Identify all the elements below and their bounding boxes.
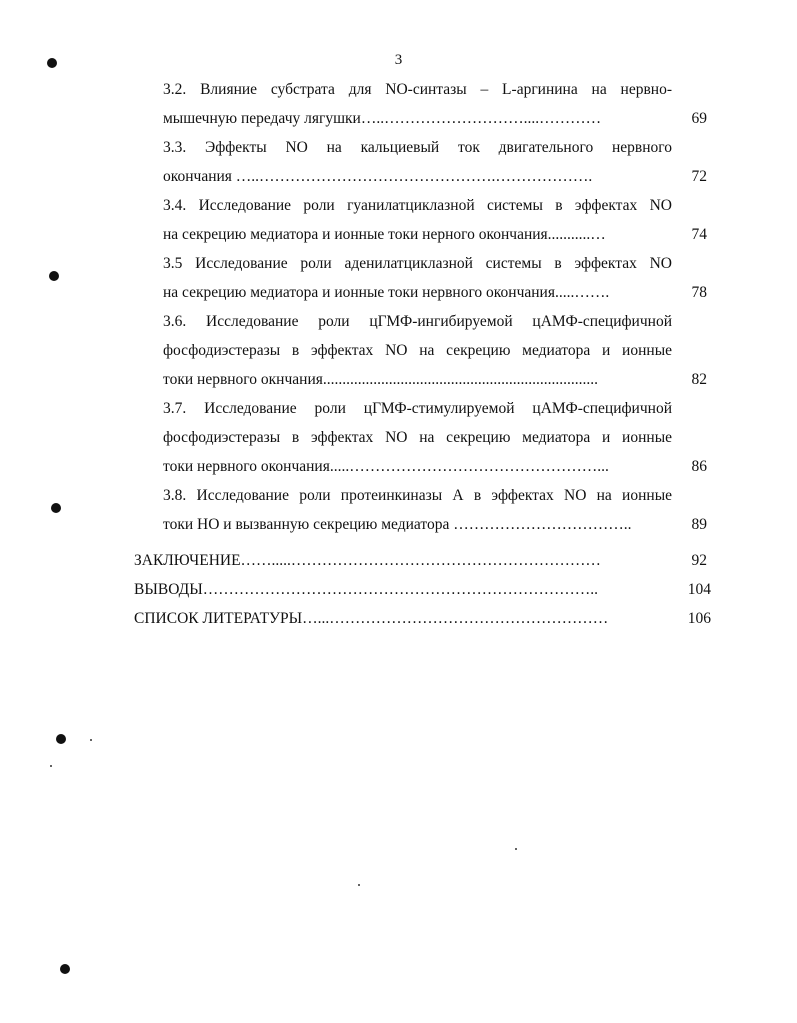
toc-entry-3-5-line-1: 3.5 Исследование роли аденилатциклазной системы в эффектах NO [163,255,672,272]
toc-entry-3-6-line-3: токи нервного окнчания....................................................................... [163,371,598,388]
toc-entry-3-4-line-1: 3.4. Исследование роли гуанилатциклазной системы в эффектах NO [163,197,672,214]
scan-speck [358,884,360,886]
toc-entry-references: СПИСОК ЛИТЕРАТУРЫ…...……………………………………………… [134,610,609,627]
toc-entry-3-7-line-1: 3.7. Исследование роли цГМФ-стимулируемой цАМФ-специфичной [163,400,672,417]
toc-entry-3-7-line-2: фосфодиэстеразы в эффектах NO на секрецию медиатора и ионные [163,429,672,446]
toc-entry-findings: ВЫВОДЫ………………………………………………………………….. [134,581,598,598]
binder-hole-mark [56,734,66,744]
toc-entry-conclusion-page: 92 [691,552,707,569]
toc-entry-3-8-line-1: 3.8. Исследование роли протеинкиназы А в эффектах NO на ионные [163,487,672,504]
page-number: 3 [394,52,403,68]
toc-entry-3-6-page: 82 [691,371,707,388]
toc-entry-3-8-line-2: токи НО и вызванную секрецию медиатора …………………………….. [163,516,632,533]
toc-entry-3-3-line-2: окончания …..……………………………………….………………. [163,168,593,185]
binder-hole-mark [49,271,59,281]
binder-hole-mark [60,964,70,974]
toc-entry-3-5-line-2: на секрецию медиатора и ионные токи нервного окончания.....……. [163,284,610,301]
toc-entry-3-7-page: 86 [691,458,707,475]
toc-entry-3-2-page: 69 [691,110,707,127]
scan-speck [90,739,92,741]
toc-entry-3-3-line-1: 3.3. Эффекты NO на кальциевый ток двигательного нервного [163,139,672,156]
toc-entry-3-3-page: 72 [691,168,707,185]
toc-entry-3-2-line-1: 3.2. Влияние субстрата для NO-синтазы – L-аргинина на нервно- [163,81,672,98]
toc-entry-3-4-line-2: на секрецию медиатора и ионные токи нерного окончания...........… [163,226,606,243]
toc-entry-3-7-line-3: токи нервного окончания.....…………………………………………... [163,458,609,475]
toc-entry-conclusion: ЗАКЛЮЧЕНИЕ…….....…………………………………………………… [134,552,601,569]
toc-entry-3-6-line-1: 3.6. Исследование роли цГМФ-ингибируемой цАМФ-специфичной [163,313,672,330]
toc-entry-3-4-page: 74 [691,226,707,243]
toc-entry-references-page: 106 [687,610,711,627]
scan-speck [50,765,52,767]
toc-entry-3-6-line-2: фосфодиэстеразы в эффектах NO на секрецию медиатора и ионные [163,342,672,359]
toc-entry-3-5-page: 78 [691,284,707,301]
toc-entry-findings-page: 104 [687,581,711,598]
toc-entry-3-8-page: 89 [691,516,707,533]
scan-speck [515,848,517,850]
binder-hole-mark [47,58,57,68]
binder-hole-mark [51,503,61,513]
toc-entry-3-2-line-2: мышечную передачу лягушки…..………………………....………… [163,110,602,127]
